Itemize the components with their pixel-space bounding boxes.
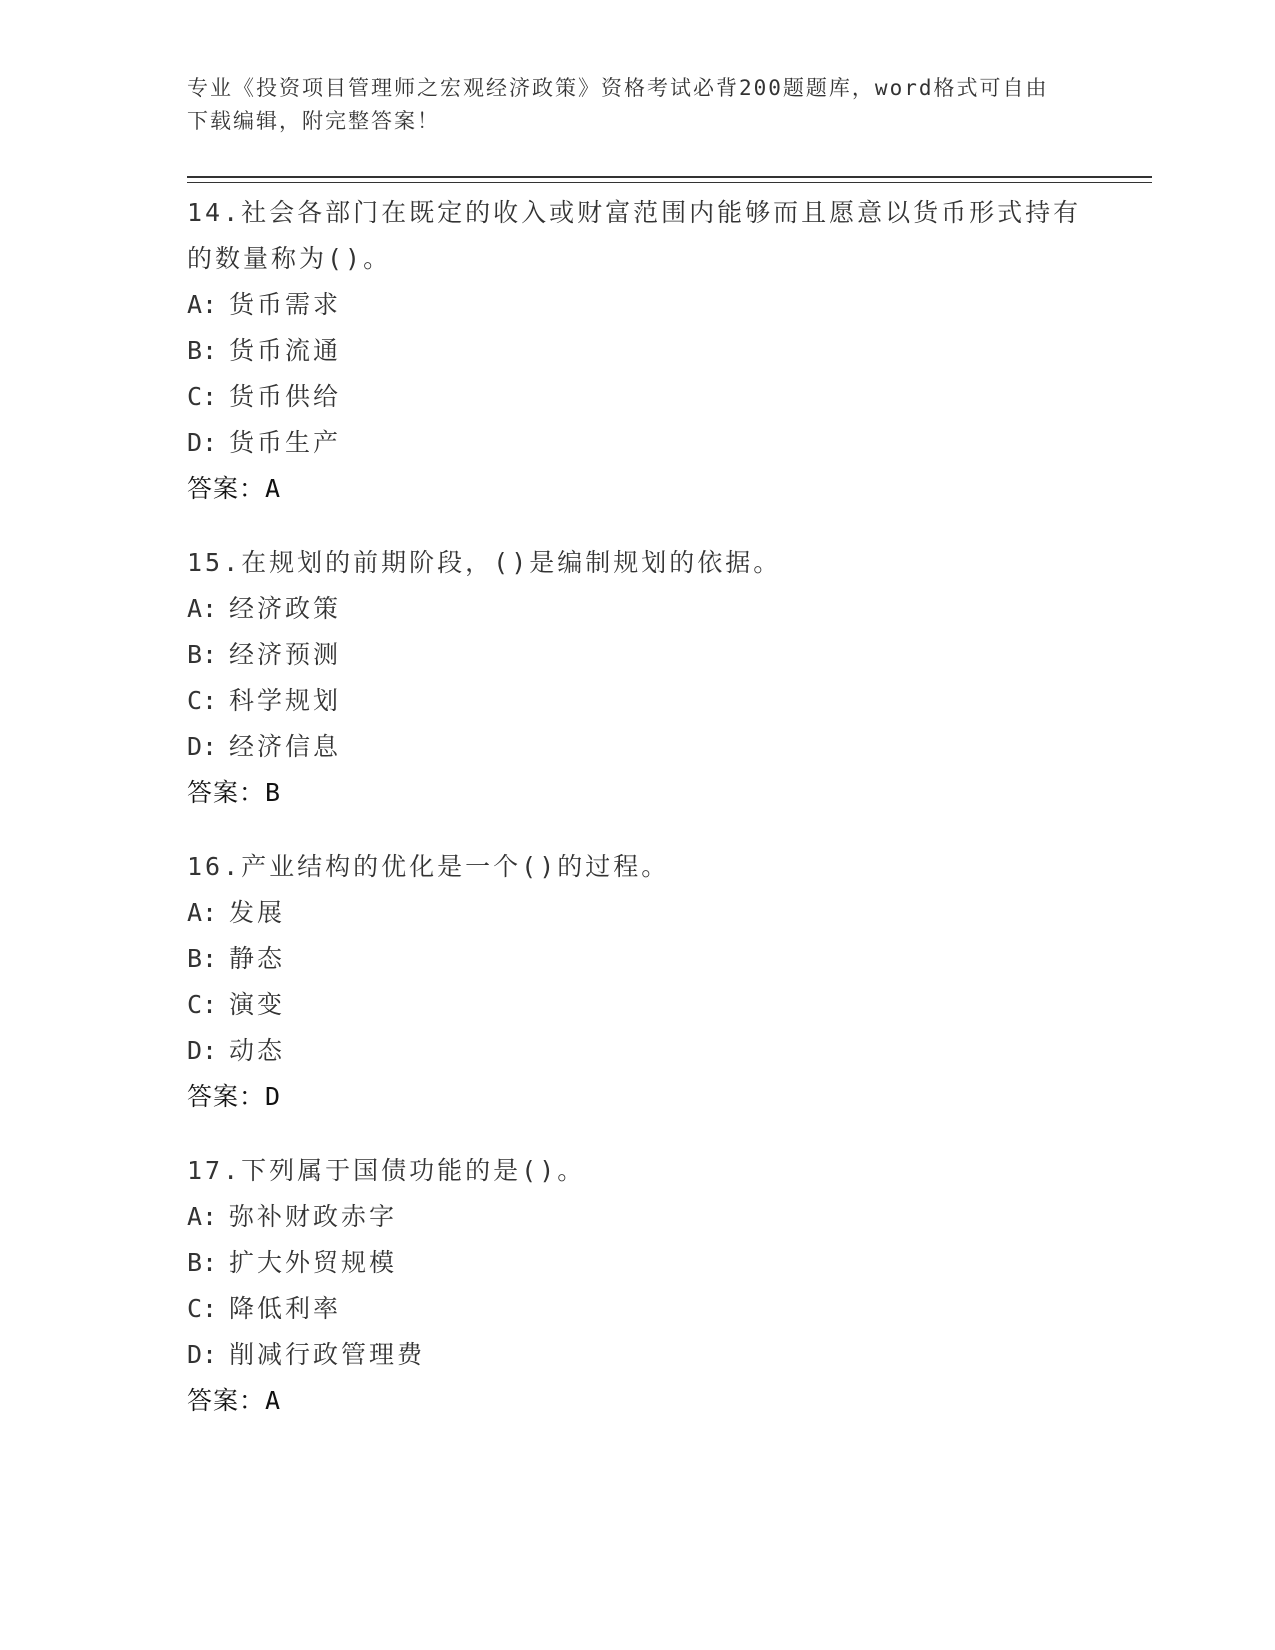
question-stem: 17.下列属于国债功能的是()。 [187,1156,586,1185]
option-text: 发展 [229,898,286,927]
option-a [187,1194,1087,1240]
answer-value: A [265,1386,282,1415]
option-a [187,890,1087,936]
option-d [187,1028,1087,1074]
document-intro: 专业《投资项目管理师之宏观经济政策》资格考试必背200题题库，word格式可自由下载编辑，附完整答案！ [187,76,1049,133]
option-d [187,724,1087,770]
question-list [187,190,1087,1452]
option-text: 经济信息 [229,732,342,761]
option-c [187,1286,1087,1332]
option-letter: B: [187,1248,218,1277]
option-text: 货币供给 [229,382,342,411]
option-a [187,586,1087,632]
option-letter: D: [187,732,218,761]
option-text: 削减行政管理费 [229,1340,426,1369]
question-16 [187,844,1087,1120]
option-letter: C: [187,1294,218,1323]
option-b [187,328,1087,374]
answer-line [187,466,1087,512]
option-text: 扩大外贸规模 [229,1248,398,1277]
option-letter: B: [187,640,218,669]
question-stem: 16.产业结构的优化是一个()的过程。 [187,852,670,881]
option-text: 动态 [229,1036,286,1065]
option-letter: A: [187,1202,218,1231]
answer-line [187,770,1087,816]
option-c [187,374,1087,420]
answer-value: D [265,1082,282,1111]
option-text: 货币流通 [229,336,342,365]
option-letter: C: [187,990,218,1019]
question-14 [187,190,1087,512]
option-letter: C: [187,686,218,715]
question-stem: 14.社会各部门在既定的收入或财富范围内能够而且愿意以货币形式持有的数量称为()。 [187,198,1082,273]
option-c [187,982,1087,1028]
answer-value: A [265,474,282,503]
option-b [187,1240,1087,1286]
answer-label: 答案： [187,778,266,807]
option-d [187,420,1087,466]
question-stem: 15.在规划的前期阶段，()是编制规划的依据。 [187,548,782,577]
option-letter: A: [187,594,218,623]
option-text: 降低利率 [229,1294,342,1323]
header-divider-thick [187,176,1152,178]
option-letter: D: [187,1036,218,1065]
option-letter: C: [187,382,218,411]
option-text: 经济政策 [229,594,342,623]
answer-label: 答案： [187,1386,266,1415]
option-text: 经济预测 [229,640,342,669]
option-letter: A: [187,290,218,319]
option-d [187,1332,1087,1378]
option-letter: B: [187,944,218,973]
answer-value: B [265,778,282,807]
header-divider-thin [187,182,1152,183]
option-b [187,936,1087,982]
question-15 [187,540,1087,816]
option-text: 弥补财政赤字 [229,1202,398,1231]
answer-line [187,1074,1087,1120]
answer-label: 答案： [187,1082,266,1111]
option-text: 货币生产 [229,428,342,457]
option-letter: D: [187,428,218,457]
option-a [187,282,1087,328]
answer-line [187,1378,1087,1424]
option-letter: A: [187,898,218,927]
option-letter: D: [187,1340,218,1369]
option-c [187,678,1087,724]
option-text: 静态 [229,944,286,973]
option-letter: B: [187,336,218,365]
option-text: 科学规划 [229,686,342,715]
answer-label: 答案： [187,474,266,503]
option-text: 货币需求 [229,290,342,319]
option-b [187,632,1087,678]
option-text: 演变 [229,990,286,1019]
question-17 [187,1148,1087,1424]
